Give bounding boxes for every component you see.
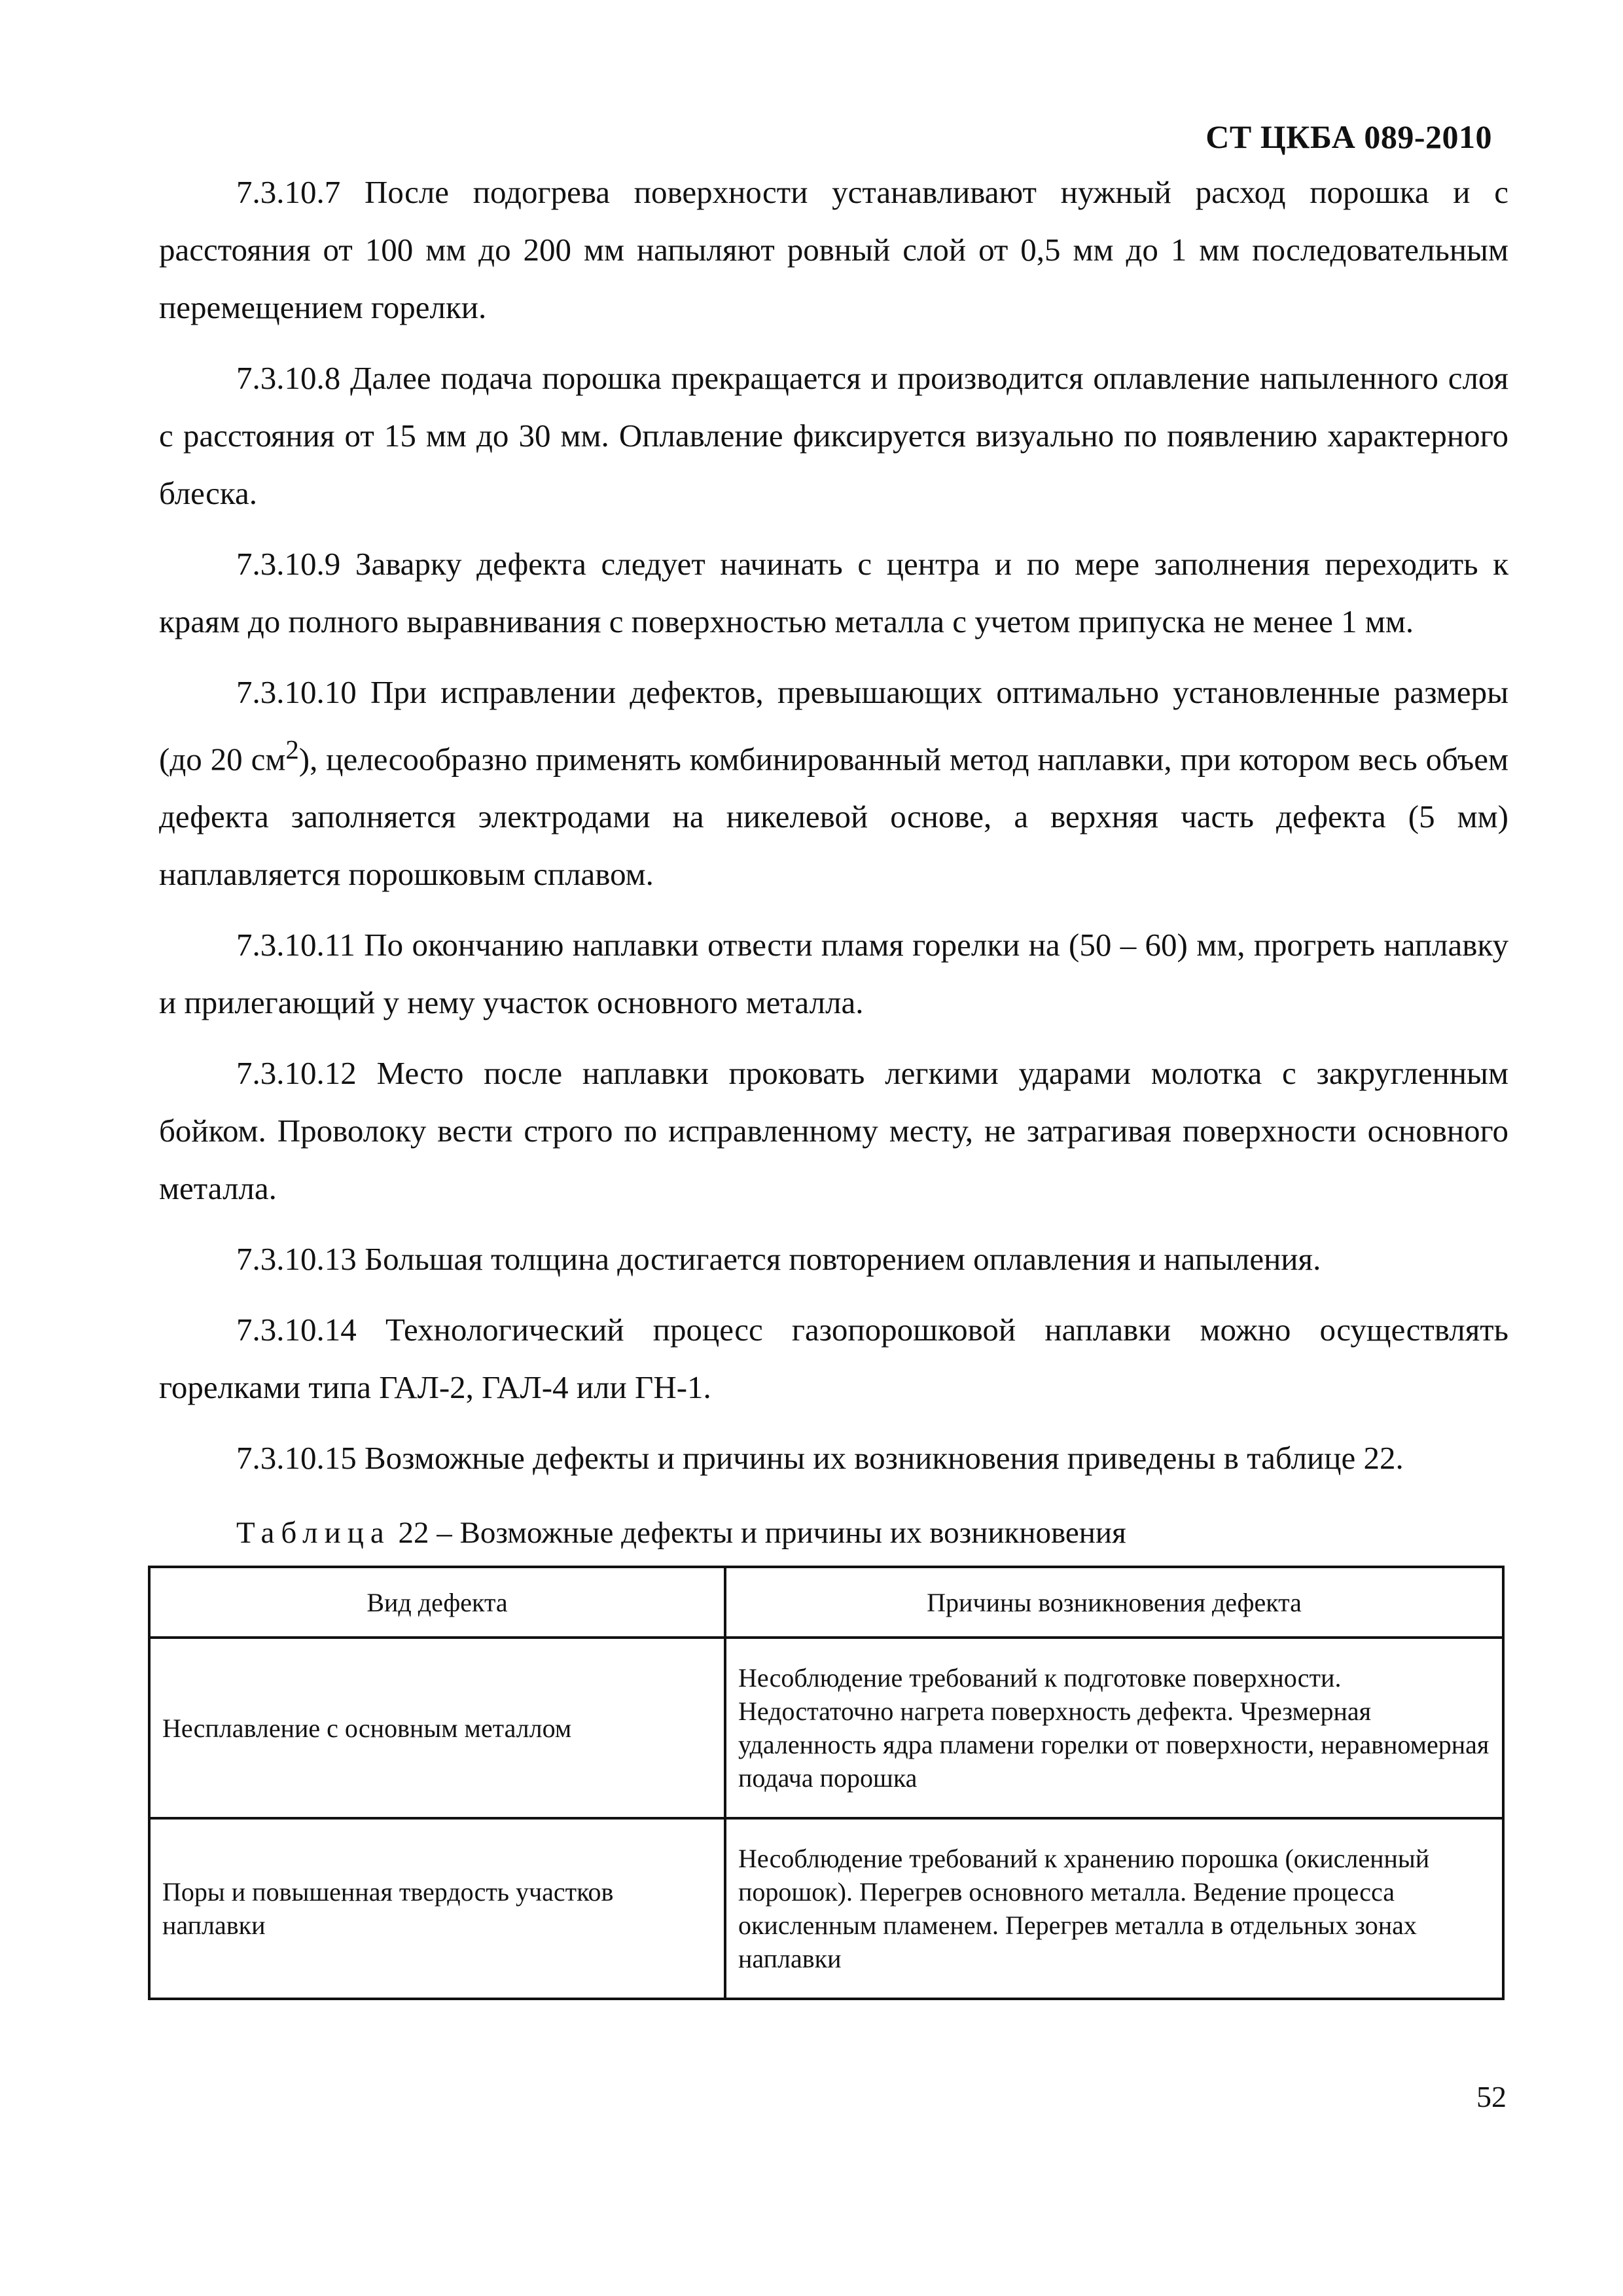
paragraph-text: ), целесообразно применять комбинированный метод наплавки, при котором весь объем дефекта заполняется электродами на никелевой основе, а верхняя часть дефекта (5 мм) наплавляется порошковым сплавом. [159,741,1508,893]
document-body [159,164,1508,2000]
table-row [149,1818,1503,1999]
table-header-row [149,1567,1503,1638]
page-number: 52 [1476,2080,1507,2113]
paragraph-7-3-10-14: 7.3.10.14 Технологический процесс газопорошковой наплавки можно осуществлять горелками типа ГАЛ-2, ГАЛ-4 или ГН-1. [159,1312,1508,1406]
table-caption [159,1500,1508,1566]
paragraph-7-3-10-10 [159,664,1508,903]
paragraph-7-3-10-11: 7.3.10.11 По окончанию наплавки отвести пламя горелки на (50 – 60) мм, прогреть наплавку и прилегающий у нему участок основного металла. [159,927,1508,1021]
table-cell-cause: Несоблюдение требований к подготовке поверхности. Недостаточно нагрета поверхность дефекта. Чрезмерная удаленность ядра пламени горелки от поверхности, неравномерная подача порошка [725,1638,1503,1818]
paragraph-7-3-10-9: 7.3.10.9 Заварку дефекта следует начинать с центра и по мере заполнения переходить к краям до полного выравнивания с поверхностью металла с учетом припуска не менее 1 мм. [159,546,1508,639]
superscript: 2 [285,735,299,764]
document-code: СТ ЦКБА 089-2010 [1205,118,1492,155]
column-header-defect-type: Вид дефекта [149,1567,725,1638]
defects-table [148,1566,1505,2000]
table-caption-label: Таблица [236,1516,391,1551]
paragraph-7-3-10-8: 7.3.10.8 Далее подача порошка прекращается и производится оплавление напыленного слоя с расстояния от 15 мм до 30 мм. Оплавление фиксируется визуально по появлению характерного блеска. [159,360,1508,511]
column-header-defect-causes: Причины возникновения дефекта [725,1567,1503,1638]
table-caption-title: 22 – Возможные дефекты и причины их возникновения [398,1516,1126,1551]
paragraph-7-3-10-12: 7.3.10.12 Место после наплавки проковать легкими ударами молотка с закругленным бойком. Проволоку вести строго по исправленному месту, не затрагивая поверхности основного металла. [159,1055,1508,1207]
paragraph-7-3-10-7: 7.3.10.7 После подогрева поверхности устанавливают нужный расход порошка и с расстояния от 100 мм до 200 мм напыляют ровный слой от 0,5 мм до 1 мм последовательным перемещением горелки. [159,174,1508,325]
table-cell-cause: Несоблюдение требований к хранению порошка (окисленный порошок). Перегрев основного металла. Ведение процесса окисленным пламенем. Перегрев металла в отдельных зонах наплавки [725,1818,1503,1999]
table-cell-defect: Поры и повышенная твердость участков наплавки [149,1818,725,1999]
table-row [149,1638,1503,1818]
paragraph-7-3-10-15: 7.3.10.15 Возможные дефекты и причины их возникновения приведены в таблице 22. [236,1440,1404,1477]
paragraph-text: 7.3.10.10 При исправлении дефектов, превышающих оптимально установленные размеры (до 20 см [159,674,1508,778]
table-cell-defect: Несплавление с основным металлом [149,1638,725,1818]
paragraph-7-3-10-13: 7.3.10.13 Большая толщина достигается повторением оплавления и напыления. [236,1241,1321,1278]
